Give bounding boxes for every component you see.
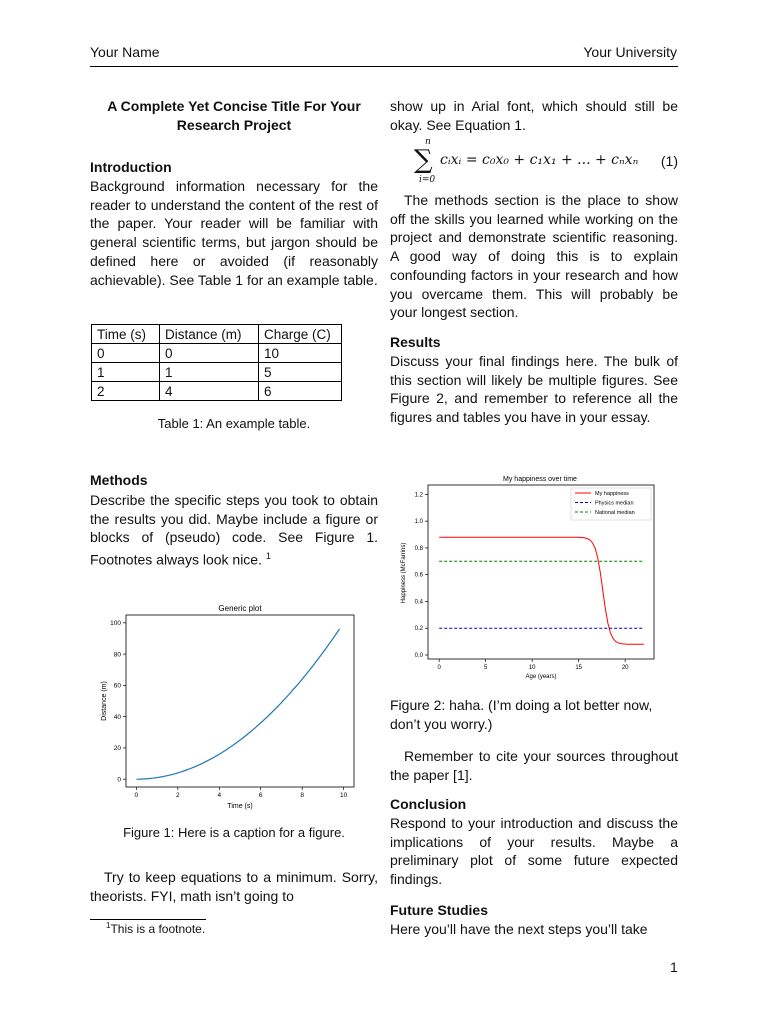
future-heading: Future Studies <box>390 902 489 918</box>
y-axis-label: Distance (m) <box>101 681 108 721</box>
x-tick-label: 10 <box>340 792 348 799</box>
y-tick-label: 0.4 <box>414 599 423 606</box>
figure1-plot <box>96 598 366 810</box>
chart-title: Generic plot <box>218 604 262 613</box>
x-tick-label: 2 <box>176 792 180 799</box>
table-cell: 6 <box>259 382 342 401</box>
y-tick-label: 0.6 <box>414 572 423 579</box>
table-cell: 0 <box>160 344 259 363</box>
x-tick-label: 20 <box>621 665 629 671</box>
y-tick-label: 0 <box>117 776 121 784</box>
x-tick-label: 10 <box>528 665 536 671</box>
x-axis-label: Age (years) <box>525 674 557 680</box>
table-cell: 10 <box>259 344 342 363</box>
results-heading: Results <box>390 334 441 350</box>
conclusion-text: Respond to your introduction and discuss the implications of your results. Maybe a preliminary plot of some future expected findings. <box>390 815 678 888</box>
equation-number: (1) <box>660 153 678 169</box>
x-tick-label: 0 <box>134 792 139 799</box>
conclusion-heading: Conclusion <box>390 796 467 812</box>
header-author: Your Name <box>90 44 160 60</box>
x-tick-label: 5 <box>483 665 488 671</box>
table-cell: 4 <box>160 382 259 401</box>
cite-text: Remember to cite your sources throughout the paper [1]. <box>390 748 678 783</box>
table-cell: 1 <box>160 363 259 382</box>
equation-1 <box>390 137 678 187</box>
table-row <box>92 363 342 382</box>
y-tick-label: 1.0 <box>414 519 423 526</box>
y-tick-label: 20 <box>113 745 121 753</box>
table-cell: 1 <box>92 363 160 382</box>
y-tick-label: 0.8 <box>414 545 423 552</box>
example-table <box>91 324 342 401</box>
legend <box>571 488 651 520</box>
x-tick-label: 4 <box>217 792 222 799</box>
equations-text-b: show up in Arial font, which should still be okay. See Equation 1. <box>390 98 678 133</box>
x-tick-label: 0 <box>437 665 441 671</box>
table-header-row <box>92 325 342 344</box>
sum-lower-limit: i=0 <box>419 175 436 185</box>
equations-text-part1 <box>90 868 378 905</box>
table-cell: 2 <box>92 382 160 401</box>
table-header-cell: Time (s) <box>92 325 160 344</box>
x-tick-label: 8 <box>300 792 304 799</box>
y-tick-label: 1.2 <box>414 492 423 499</box>
introduction-text: Background information necessary for the reader to understand the content of the rest of the paper. Your reader will be familiar with general scientific terms, but jargon should be defined here or avoided (if reasonably achievable). See Table 1 for an example table. <box>90 178 378 288</box>
figure2-plot <box>395 470 670 682</box>
table-caption: Table 1: An example table. <box>157 416 311 431</box>
table-cell: 0 <box>92 344 160 363</box>
sum-upper-limit: n <box>425 137 431 147</box>
header-institution: Your University <box>583 44 677 60</box>
x-axis-label: Time (s) <box>227 803 253 810</box>
methods-more-text: The methods section is the place to show off the skills you learned while working on the project and demonstrate scientific reasoning. A good way of doing this is to explain confounding factors in your research and how you overcame them. This will probably be your longest section. <box>390 192 678 321</box>
header-rule <box>90 66 678 67</box>
y-tick-label: 0.0 <box>414 652 423 659</box>
sum-icon: ∑ <box>414 145 433 175</box>
figure2-caption: Figure 2: haha. (I’m doing a lot better now, don’t you worry.) <box>390 697 653 732</box>
y-tick-label: 80 <box>113 651 121 659</box>
table-cell: 5 <box>259 363 342 382</box>
y-tick-label: 0.2 <box>414 626 423 633</box>
series-line <box>136 629 339 779</box>
plot-frame <box>126 615 354 787</box>
legend-label: My happiness <box>595 491 629 497</box>
footnote-mark[interactable]: 1 <box>265 551 271 562</box>
y-tick-label: 60 <box>113 682 121 690</box>
table-row <box>92 344 342 363</box>
footnote-text: This is a footnote. <box>110 922 206 936</box>
y-axis-label: Happiness (McFarrins) <box>401 542 407 604</box>
table-header-cell: Charge (C) <box>259 325 342 344</box>
y-tick-label: 100 <box>110 620 121 628</box>
equations-text-part2 <box>390 97 678 134</box>
footnote <box>106 921 205 936</box>
chart-title: My happiness over time <box>503 476 577 483</box>
methods-paragraph <box>90 491 378 569</box>
table-header-cell: Distance (m) <box>160 325 259 344</box>
x-tick-label: 6 <box>258 792 263 799</box>
results-text: Discuss your final findings here. The bulk of this section will likely be multiple figures. See Figure 2, and remember to reference all the figures and tables you have in your essay. <box>390 353 678 426</box>
methods-heading: Methods <box>90 472 148 488</box>
footnote-rule <box>90 919 206 920</box>
paper-title: A Complete Yet Concise Title For Your Research Project <box>107 98 361 133</box>
footnote-number: 1 <box>106 921 111 930</box>
page-number: 1 <box>670 959 678 975</box>
legend-label: Physics median <box>595 500 634 507</box>
equation-body: cᵢxᵢ = c₀x₀ + c₁x₁ + ... + cₙxₙ <box>440 152 639 168</box>
legend-label: National median <box>595 510 635 516</box>
future-text: Here you’ll have the next steps you’ll take <box>390 921 648 937</box>
y-tick-label: 40 <box>113 713 121 721</box>
x-tick-label: 15 <box>575 665 583 671</box>
methods-text: Describe the specific steps you took to obtain the results you did. Maybe include a figure or blocks of (pseudo) code. See Figure 1. Footnotes always look nice. <box>90 492 378 568</box>
equations-text-a: Try to keep equations to a minimum. Sorry, theorists. FYI, math isn’t going to <box>90 869 378 904</box>
figure1-caption: Figure 1: Here is a caption for a figure. <box>123 825 345 840</box>
introduction-heading: Introduction <box>90 159 172 175</box>
table-row <box>92 382 342 401</box>
